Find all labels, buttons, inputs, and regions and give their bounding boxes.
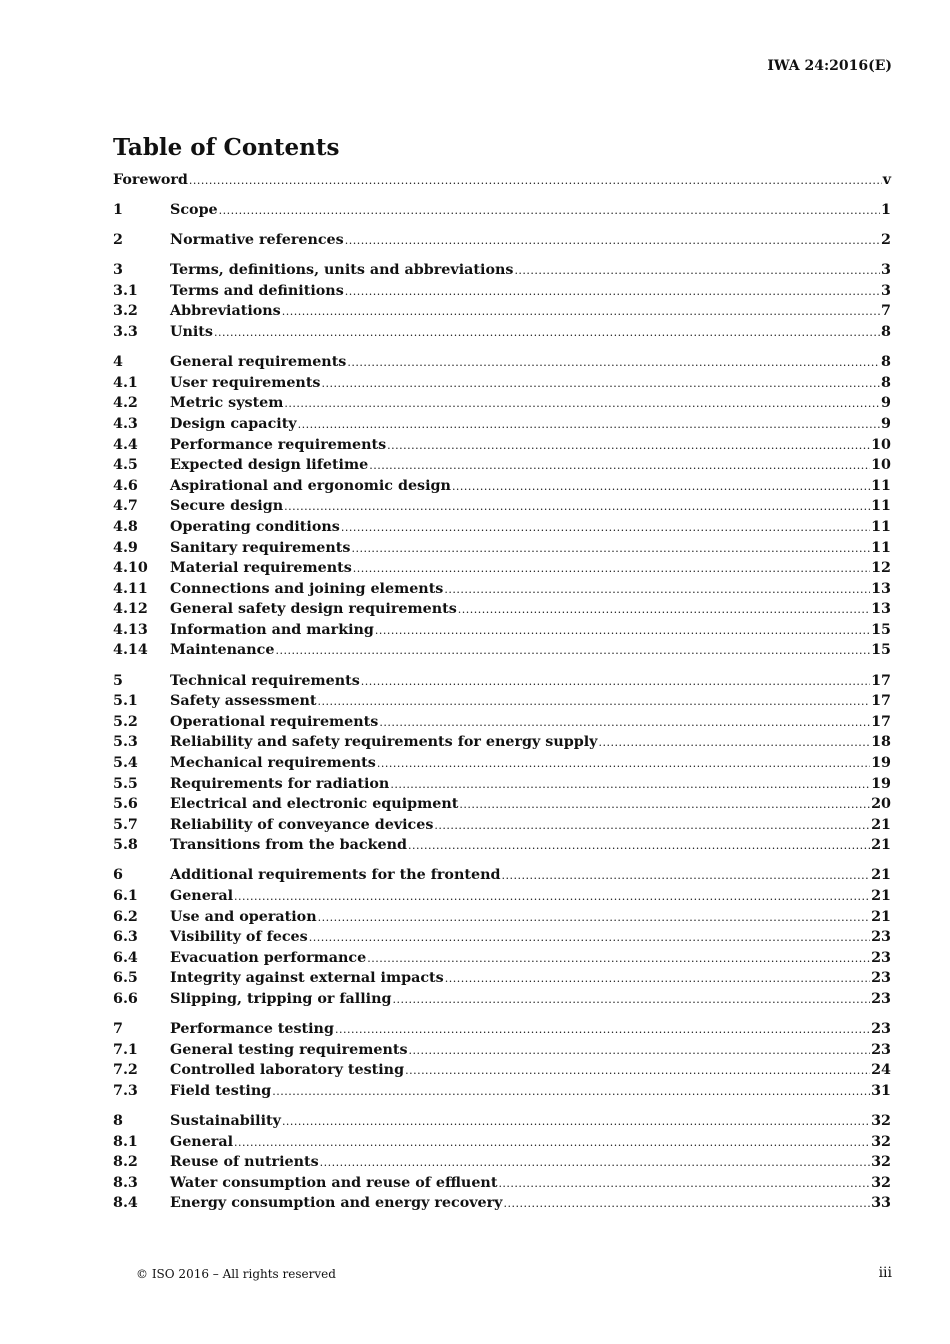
- toc-entry-label: Sustainability: [170, 1112, 281, 1129]
- toc-entry-page: 19: [871, 775, 891, 792]
- toc-entry[interactable]: [113, 1042, 891, 1063]
- toc-entry-number: 2: [113, 232, 123, 249]
- toc-entry-number: 6.2: [113, 908, 138, 925]
- toc-entry[interactable]: [113, 498, 891, 519]
- toc-entry-label: Expected design lifetime: [170, 457, 369, 474]
- toc-entry-number: 4.13: [113, 621, 148, 638]
- toc-dot-leader: [351, 542, 870, 555]
- toc-entry-number: 4.12: [113, 601, 148, 618]
- toc-entry-label: Reliability and safety requirements for energy supply: [170, 734, 598, 751]
- toc-entry[interactable]: [113, 478, 891, 499]
- toc-entry-page: 23: [871, 949, 891, 966]
- toc-entry-label: Maintenance: [170, 642, 275, 659]
- toc-entry-label: Metric system: [170, 395, 284, 412]
- toc-entry-label: Design capacity: [170, 415, 297, 432]
- toc-entry-label: General testing requirements: [170, 1041, 408, 1058]
- toc-entry-number: 4.5: [113, 457, 138, 474]
- toc-entry[interactable]: [113, 581, 891, 602]
- toc-section-group: [113, 673, 891, 858]
- toc-entry-label: Use and operation: [170, 908, 317, 925]
- toc-entry-number: 8.4: [113, 1195, 138, 1212]
- toc-entry-page: 11: [871, 539, 891, 556]
- toc-dot-leader: [189, 174, 882, 187]
- toc-entry-page: 8: [881, 354, 891, 371]
- toc-entry-number: 4: [113, 354, 123, 371]
- toc-section-group: [113, 232, 891, 253]
- toc-dot-leader: [501, 869, 870, 882]
- toc-entry-label: General: [170, 888, 234, 904]
- toc-entry-page: 11: [871, 498, 891, 515]
- toc-dot-leader: [498, 1177, 870, 1190]
- toc-entry-number: 7.3: [113, 1082, 138, 1099]
- toc-entry-label: Scope: [170, 202, 218, 219]
- toc-entry-number: 4.2: [113, 395, 138, 412]
- footer-page-number: iii: [878, 1265, 892, 1281]
- toc-entry-label: Energy consumption and energy recovery: [170, 1195, 503, 1212]
- toc-entry[interactable]: [113, 837, 891, 858]
- toc-entry-number: 5.3: [113, 734, 138, 751]
- toc-entry-page: 17: [871, 672, 891, 689]
- toc-entry-label: Operational requirements: [170, 713, 379, 730]
- toc-entry-number: 3: [113, 262, 123, 279]
- toc-dot-leader: [347, 356, 880, 369]
- toc-entry-number: 7.2: [113, 1062, 138, 1079]
- toc-entry-page: 10: [871, 457, 891, 474]
- toc-entry-number: 6.6: [113, 990, 138, 1007]
- toc-dot-leader: [234, 1136, 870, 1149]
- toc-entry-number: 8.1: [113, 1133, 138, 1150]
- toc-entry-page: 10: [871, 436, 891, 453]
- toc-entry[interactable]: [113, 929, 891, 950]
- toc-entry[interactable]: [113, 1134, 891, 1155]
- toc-dot-leader: [387, 439, 870, 452]
- toc-entry-number: 4.9: [113, 539, 138, 556]
- toc-dot-leader: [214, 326, 880, 339]
- toc-entry-number: 1: [113, 202, 123, 219]
- toc-entry-number: 3.3: [113, 324, 138, 341]
- toc-entry[interactable]: [113, 395, 891, 416]
- toc-dot-leader: [504, 1197, 871, 1210]
- toc-entry-label: User requirements: [170, 374, 321, 391]
- toc-entry-number: 4.6: [113, 477, 138, 494]
- toc-entry[interactable]: [113, 888, 891, 909]
- toc-entry-label: Additional requirements for the frontend: [170, 867, 501, 884]
- toc-entry-page: 3: [881, 282, 891, 299]
- toc-entry[interactable]: [113, 970, 891, 991]
- toc-entry[interactable]: [113, 755, 891, 776]
- toc-entry[interactable]: [113, 693, 891, 714]
- copyright-notice: © ISO 2016 – All rights reserved: [136, 1267, 336, 1281]
- toc-entry-number: 4.7: [113, 498, 138, 515]
- toc-dot-leader: [409, 1044, 871, 1057]
- toc-entry[interactable]: [113, 1175, 891, 1196]
- toc-entry-page: 9: [881, 415, 891, 432]
- toc-entry-page: 12: [871, 560, 891, 577]
- toc-entry-number: 8.2: [113, 1154, 138, 1171]
- toc-dot-leader: [390, 778, 870, 791]
- toc-entry[interactable]: [113, 172, 891, 193]
- toc-section-group: [113, 262, 891, 344]
- toc-dot-leader: [345, 234, 880, 247]
- toc-section-group: [113, 1021, 891, 1103]
- toc-entry[interactable]: [113, 519, 891, 540]
- toc-entry[interactable]: [113, 817, 891, 838]
- toc-entry[interactable]: [113, 796, 891, 817]
- toc-entry[interactable]: [113, 1113, 891, 1134]
- toc-entry-label: Evacuation performance: [170, 949, 367, 966]
- toc-dot-leader: [284, 397, 880, 410]
- toc-entry[interactable]: [113, 776, 891, 797]
- toc-entry-label: Field testing: [170, 1082, 272, 1099]
- toc-entry-page: 2: [881, 232, 891, 249]
- toc-entry-page: 23: [871, 990, 891, 1007]
- toc-entry[interactable]: [113, 375, 891, 396]
- toc-entry-label: Information and marking: [170, 621, 374, 638]
- toc-entry-number: 4.10: [113, 560, 148, 577]
- toc-entry-page: 32: [871, 1133, 891, 1150]
- toc-entry-label: Mechanical requirements: [170, 754, 376, 771]
- toc-entry-page: 21: [871, 816, 891, 833]
- toc-dot-leader: [275, 644, 870, 657]
- toc-entry-number: 6: [113, 867, 123, 884]
- toc-dot-leader: [335, 1023, 870, 1036]
- toc-entry-page: 3: [881, 262, 891, 279]
- toc-entry[interactable]: [113, 714, 891, 735]
- toc-entry-page: 15: [871, 621, 891, 638]
- toc-entry[interactable]: [113, 1021, 891, 1042]
- toc-dot-leader: [379, 716, 870, 729]
- toc-entry-label: Aspirational and ergonomic design: [170, 477, 451, 494]
- toc-entry-number: 5.6: [113, 796, 138, 813]
- toc-entry[interactable]: [113, 1083, 891, 1104]
- toc-entry-page: 11: [871, 477, 891, 494]
- toc-dot-leader: [282, 1115, 870, 1128]
- toc-dot-leader: [369, 459, 870, 472]
- toc-entry-page: 23: [871, 1041, 891, 1058]
- toc-entry-number: 5.4: [113, 754, 138, 771]
- toc-entry[interactable]: [113, 457, 891, 478]
- toc-entry-label: Slipping, tripping or falling: [170, 990, 392, 1007]
- toc-entry-label: Safety assessment: [170, 693, 317, 710]
- table-of-contents: [113, 172, 891, 1225]
- toc-entry[interactable]: [113, 324, 891, 345]
- toc-entry-page: 23: [871, 1021, 891, 1038]
- toc-entry[interactable]: [113, 601, 891, 622]
- toc-section-group: [113, 354, 891, 663]
- toc-dot-leader: [318, 911, 870, 924]
- toc-entry-label: Performance requirements: [170, 436, 387, 453]
- toc-entry-label: Integrity against external impacts: [170, 970, 444, 987]
- toc-entry[interactable]: [113, 303, 891, 324]
- toc-entry[interactable]: [113, 867, 891, 888]
- toc-entry-page: 7: [881, 303, 891, 320]
- toc-entry-page: 11: [871, 518, 891, 535]
- toc-entry-page: 19: [871, 754, 891, 771]
- toc-entry-page: 8: [881, 374, 891, 391]
- toc-entry[interactable]: [113, 734, 891, 755]
- toc-section-group: [113, 1113, 891, 1216]
- toc-dot-leader: [272, 1085, 870, 1098]
- toc-entry[interactable]: [113, 1154, 891, 1175]
- toc-entry-page: 33: [871, 1195, 891, 1212]
- toc-entry-label: Technical requirements: [170, 672, 360, 689]
- toc-section-group: [113, 867, 891, 1011]
- toc-entry-number: 5.5: [113, 775, 138, 792]
- toc-dot-leader: [458, 603, 870, 616]
- toc-entry-page: 1: [881, 202, 891, 219]
- toc-dot-leader: [309, 931, 870, 944]
- toc-entry-page: 31: [871, 1082, 891, 1099]
- toc-dot-leader: [341, 521, 870, 534]
- toc-dot-leader: [434, 819, 870, 832]
- toc-entry-label: Terms, definitions, units and abbreviations: [170, 262, 514, 279]
- toc-entry-page: 20: [871, 796, 891, 813]
- toc-dot-leader: [445, 972, 870, 985]
- toc-entry-number: 4.3: [113, 415, 138, 432]
- toc-entry-page: 13: [871, 580, 891, 597]
- toc-entry[interactable]: [113, 416, 891, 437]
- toc-dot-leader: [459, 798, 870, 811]
- toc-entry-page: 23: [871, 970, 891, 987]
- toc-entry-page: 21: [871, 908, 891, 925]
- toc-entry-label: Normative references: [170, 232, 344, 249]
- toc-entry[interactable]: [113, 1062, 891, 1083]
- toc-entry[interactable]: [113, 232, 891, 253]
- toc-entry-label: Foreword: [113, 172, 188, 188]
- toc-entry[interactable]: [113, 950, 891, 971]
- toc-entry-number: 5.8: [113, 837, 138, 854]
- toc-entry-number: 8: [113, 1112, 123, 1129]
- toc-entry-page: 13: [871, 601, 891, 618]
- toc-entry-page: 8: [881, 324, 891, 341]
- toc-entry[interactable]: [113, 991, 891, 1012]
- toc-dot-leader: [452, 480, 870, 493]
- toc-entry-label: Controlled laboratory testing: [170, 1062, 405, 1079]
- toc-entry-label: Terms and definitions: [170, 282, 344, 299]
- toc-entry-page: 17: [871, 693, 891, 710]
- toc-entry[interactable]: [113, 642, 891, 663]
- toc-entry-page: 32: [871, 1112, 891, 1129]
- toc-dot-leader: [392, 993, 870, 1006]
- toc-dot-leader: [353, 562, 870, 575]
- toc-entry[interactable]: [113, 202, 891, 223]
- toc-entry-page: v: [882, 172, 891, 188]
- toc-entry-page: 18: [871, 734, 891, 751]
- toc-entry-number: 5.1: [113, 693, 138, 710]
- toc-section-group: [113, 172, 891, 193]
- toc-entry-number: 5: [113, 672, 123, 689]
- toc-dot-leader: [375, 624, 870, 637]
- toc-entry[interactable]: [113, 283, 891, 304]
- toc-dot-leader: [361, 675, 870, 688]
- toc-entry-number: 5.7: [113, 816, 138, 833]
- toc-entry[interactable]: [113, 354, 891, 375]
- toc-dot-leader: [320, 1156, 870, 1169]
- toc-entry-label: Water consumption and reuse of effluent: [170, 1174, 498, 1191]
- toc-entry-label: Abbreviations: [170, 303, 281, 320]
- toc-entry-page: 21: [871, 837, 891, 854]
- toc-entry-number: 3.2: [113, 303, 138, 320]
- toc-entry-page: 32: [871, 1154, 891, 1171]
- toc-entry-label: General requirements: [170, 354, 347, 371]
- toc-entry[interactable]: [113, 673, 891, 694]
- toc-entry-label: Operating conditions: [170, 518, 340, 535]
- toc-entry[interactable]: [113, 909, 891, 930]
- toc-entry-number: 4.14: [113, 642, 148, 659]
- toc-entry-label: General: [170, 1133, 234, 1150]
- toc-dot-leader: [405, 1064, 870, 1077]
- toc-entry-page: 32: [871, 1174, 891, 1191]
- toc-entry-label: Reliability of conveyance devices: [170, 816, 434, 833]
- toc-entry-number: 4.8: [113, 518, 138, 535]
- toc-entry-label: Sanitary requirements: [170, 539, 351, 556]
- toc-entry-number: 4.1: [113, 374, 138, 391]
- toc-entry-page: 17: [871, 713, 891, 730]
- toc-dot-leader: [298, 418, 880, 431]
- toc-entry-label: General safety design requirements: [170, 601, 457, 618]
- toc-entry-number: 7: [113, 1021, 123, 1038]
- toc-dot-leader: [514, 264, 880, 277]
- toc-entry-page: 21: [871, 888, 891, 904]
- toc-dot-leader: [234, 890, 870, 903]
- toc-dot-leader: [318, 695, 871, 708]
- toc-entry-label: Material requirements: [170, 560, 352, 577]
- toc-dot-leader: [377, 757, 870, 770]
- toc-entry-page: 23: [871, 929, 891, 946]
- toc-entry-number: 6.4: [113, 949, 138, 966]
- toc-entry[interactable]: [113, 622, 891, 643]
- toc-entry-label: Transitions from the backend: [170, 837, 408, 854]
- toc-entry-label: Connections and joining elements: [170, 580, 444, 597]
- toc-entry-page: 9: [881, 395, 891, 412]
- toc-entry-number: 5.2: [113, 713, 138, 730]
- toc-dot-leader: [282, 305, 880, 318]
- toc-entry-number: 6.1: [113, 888, 138, 904]
- toc-dot-leader: [219, 204, 880, 217]
- toc-entry-label: Requirements for radiation: [170, 775, 390, 792]
- toc-entry-page: 21: [871, 867, 891, 884]
- toc-entry-number: 4.4: [113, 436, 138, 453]
- toc-entry-label: Reuse of nutrients: [170, 1154, 319, 1171]
- toc-dot-leader: [345, 285, 880, 298]
- toc-section-group: [113, 202, 891, 223]
- document-id: IWA 24:2016(E): [767, 58, 892, 74]
- toc-dot-leader: [408, 839, 870, 852]
- toc-dot-leader: [367, 952, 870, 965]
- toc-entry[interactable]: [113, 437, 891, 458]
- toc-entry-label: Units: [170, 324, 213, 341]
- toc-dot-leader: [444, 583, 870, 596]
- toc-entry[interactable]: [113, 540, 891, 561]
- toc-entry-number: 4.11: [113, 580, 148, 597]
- toc-dot-leader: [598, 736, 870, 749]
- toc-entry-label: Visibility of feces: [170, 929, 308, 946]
- toc-entry-page: 15: [871, 642, 891, 659]
- toc-entry-number: 8.3: [113, 1174, 138, 1191]
- toc-entry-number: 6.3: [113, 929, 138, 946]
- toc-dot-leader: [321, 377, 880, 390]
- toc-entry[interactable]: [113, 560, 891, 581]
- toc-entry-number: 7.1: [113, 1041, 138, 1058]
- toc-entry-label: Performance testing: [170, 1021, 334, 1038]
- toc-entry-number: 3.1: [113, 282, 138, 299]
- toc-dot-leader: [284, 500, 870, 513]
- toc-entry-label: Electrical and electronic equipment: [170, 796, 459, 813]
- toc-entry-page: 24: [871, 1062, 891, 1079]
- toc-entry[interactable]: [113, 262, 891, 283]
- toc-entry-number: 6.5: [113, 970, 138, 987]
- toc-entry[interactable]: [113, 1195, 891, 1216]
- page-title: Table of Contents: [113, 134, 340, 161]
- toc-entry-label: Secure design: [170, 498, 284, 515]
